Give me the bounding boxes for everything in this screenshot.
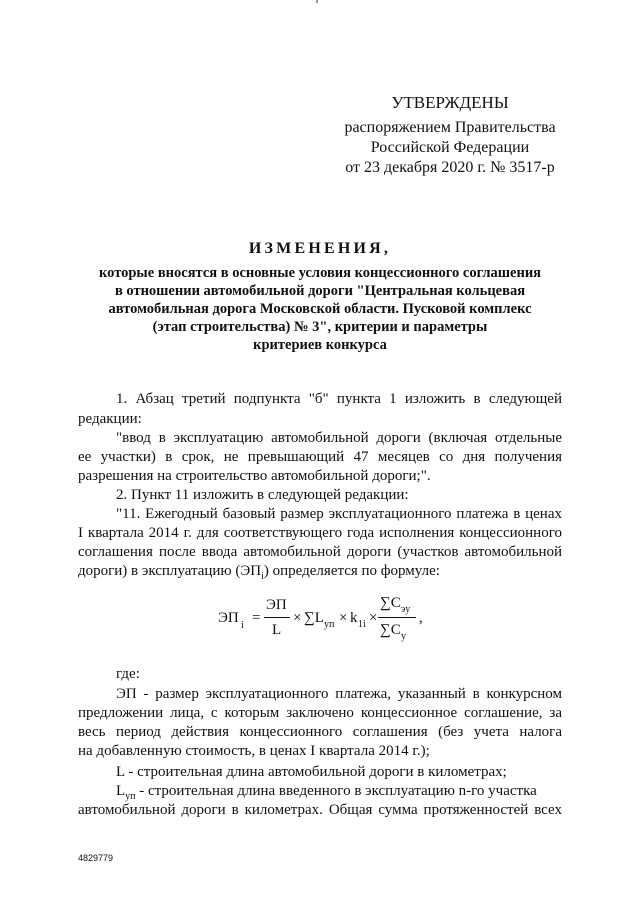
formula-lhs-sub: i <box>241 620 244 631</box>
definition-line: автомобильной дороги в километрах. Общая сумма протяженностей всех <box>78 802 562 818</box>
definition-part: L <box>116 783 126 799</box>
approval-line-2: Российской Федерации <box>370 139 530 156</box>
subtitle-line: которые вносятся в основные условия концессионного соглашения <box>98 265 542 281</box>
subscript-i: i <box>261 571 264 582</box>
paragraph-line: редакции: <box>78 411 142 427</box>
definition-line: весь период действия концессионного соглашения (без учета налога <box>78 724 562 740</box>
paragraph-line: I квартала 2014 г. для соответствующего года исполнения концессионного <box>78 525 562 541</box>
formula-num2: ∑C <box>380 595 401 611</box>
formula-den2-sub: у <box>401 631 406 642</box>
definition-line: предложении лица, с которым заключено концессионное соглашение, за <box>78 705 562 721</box>
formula-comma: , <box>419 610 423 626</box>
formula-sum-l: ∑L <box>304 610 324 626</box>
approval-line-1: распоряжением Правительства <box>344 119 556 136</box>
subtitle-line: (этап строительства) № 3", критерии и параметры <box>152 319 488 335</box>
paragraph-line: соглашения после ввода автомобильной дороги (участков автомобильной <box>78 544 562 560</box>
paragraph-line: ее участки) в срок, не превышающий 47 месяцев со дня получения <box>78 449 562 465</box>
fraction-bar-2 <box>378 617 416 618</box>
document-title: ИЗМЕНЕНИЯ, <box>248 240 392 257</box>
formula-times-1: × <box>293 610 302 626</box>
paragraph-line-part: ) определяется по формуле: <box>263 563 440 579</box>
definition-part: - строительная длина введенного в эксплуатацию n-го участка <box>135 783 537 799</box>
paragraph-line: "11. Ежегодный базовый размер эксплуатационного платежа в ценах <box>116 506 562 522</box>
formula-k: k <box>350 610 358 626</box>
formula-times-2: × <box>339 610 348 626</box>
paragraph-line: 1. Абзац третий подпункта "б" пункта 1 изложить в следующей <box>116 391 562 407</box>
formula-times-3: × <box>369 610 378 626</box>
subtitle-line: критериев конкурса <box>253 337 387 353</box>
formula-num1: ЭП <box>266 597 287 613</box>
formula-eq: = <box>252 610 261 626</box>
definition-sub: уп <box>125 791 136 802</box>
formula-sum-l-sub: уп <box>324 619 335 630</box>
definition-line: на добавленную стоимость, в ценах I квартала 2014 г.); <box>78 743 430 759</box>
where-label: где: <box>116 666 140 682</box>
fraction-bar-1 <box>264 617 290 618</box>
paragraph-line-part: дороги) в эксплуатацию (ЭП <box>78 563 262 579</box>
definition-line: ЭП - размер эксплуатационного платежа, указанный в конкурсном <box>116 686 562 702</box>
formula-den1: L <box>272 622 282 638</box>
paragraph-line: 2. Пункт 11 изложить в следующей редакции: <box>116 487 409 503</box>
paragraph-line: "ввод в эксплуатацию автомобильной дороги (включая отдельные <box>116 430 562 446</box>
formula-num2-sub: эу <box>401 604 411 615</box>
subtitle-line: автомобильная дорога Московской области. Пусковой комплекс <box>108 301 532 317</box>
formula-den2: ∑C <box>380 622 401 638</box>
payment-formula <box>218 593 438 649</box>
approval-heading: УТВЕРЖДЕНЫ <box>391 93 509 112</box>
paragraph-line: разрешения на строительство автомобильной дороги;". <box>78 468 431 484</box>
definition-line: L - строительная длина автомобильной дороги в километрах; <box>116 764 507 780</box>
footer-code: 4829779 <box>78 853 114 863</box>
document-subtitle <box>60 264 580 354</box>
formula-lhs: ЭП <box>218 610 239 626</box>
formula-k-sub: 1i <box>358 619 366 630</box>
subtitle-line: в отношении автомобильной дороги "Центральная кольцевая <box>114 283 526 299</box>
approval-line-3: от 23 декабря 2020 г. № 3517-р <box>345 159 555 176</box>
page-top-mark <box>316 0 318 3</box>
paragraph-line <box>78 562 562 587</box>
